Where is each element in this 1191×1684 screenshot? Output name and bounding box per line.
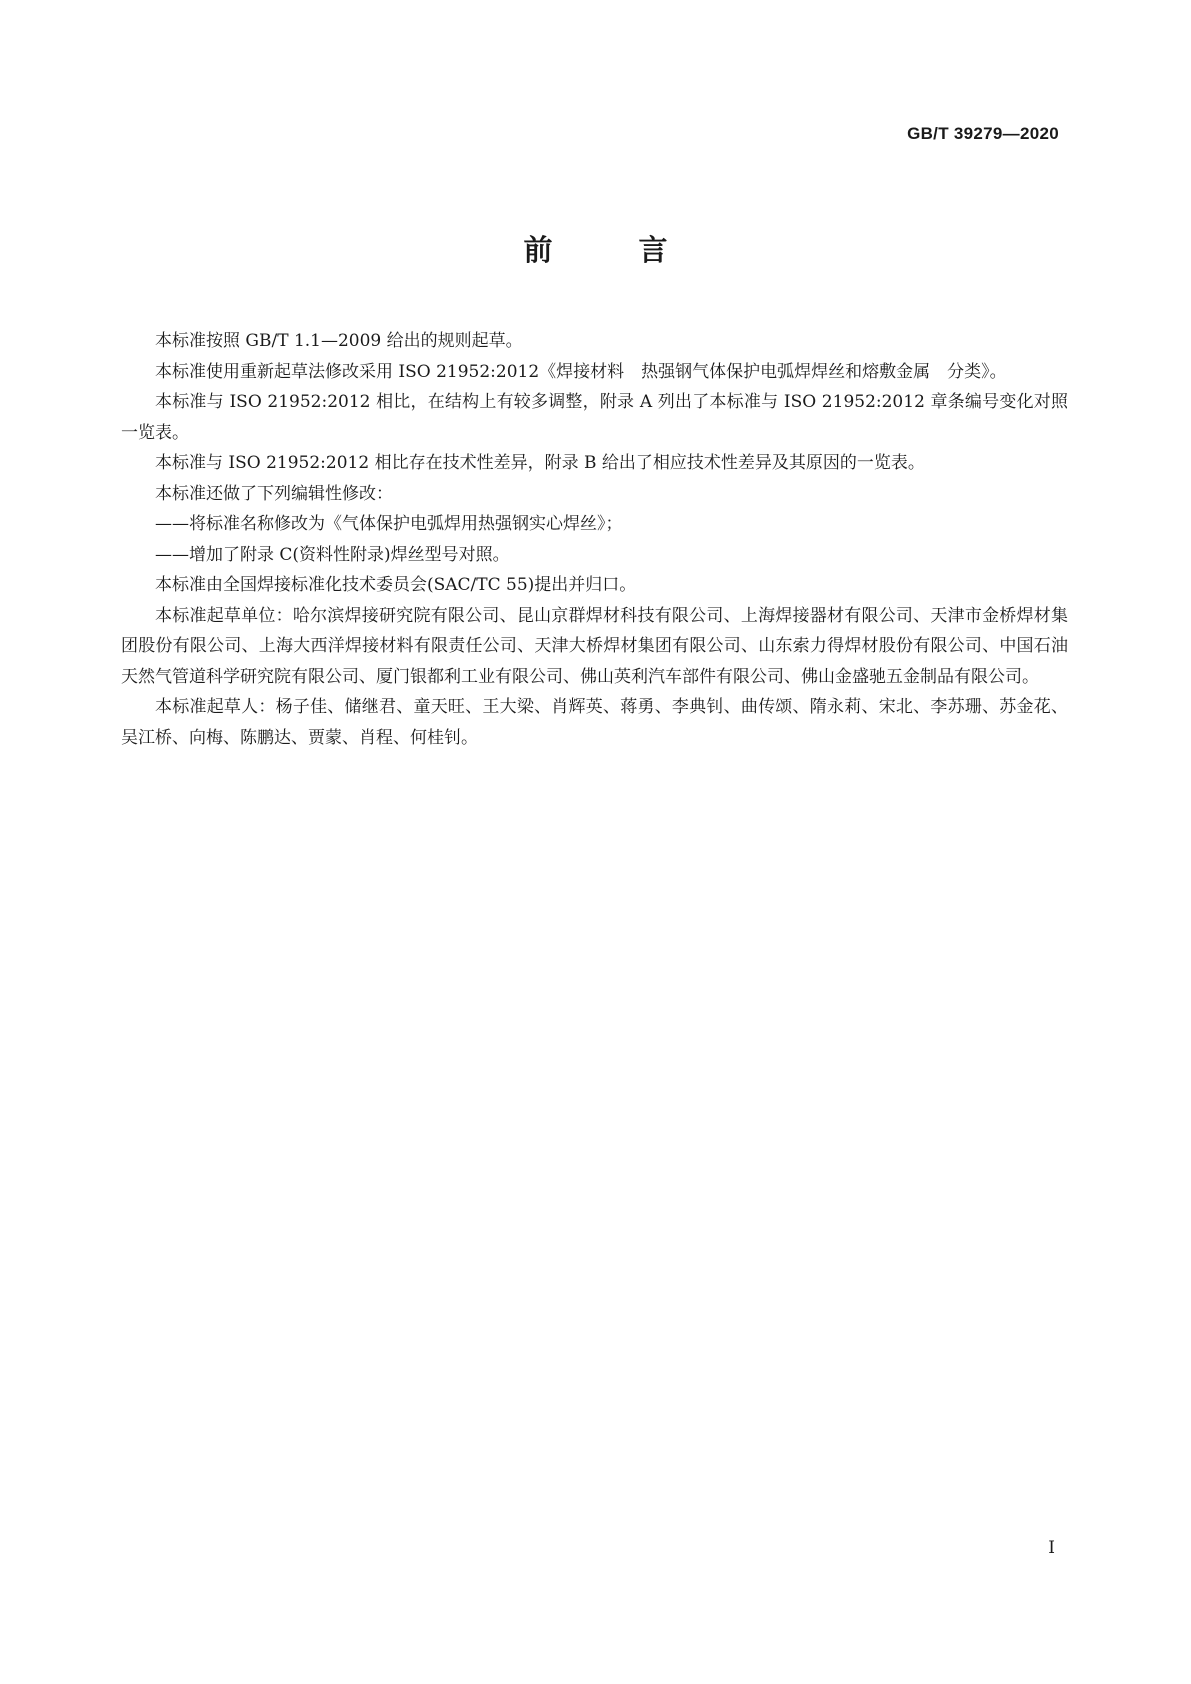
paragraph-drafters: 本标准起草人：杨子佳、储继君、童天旺、王大梁、肖辉英、蒋勇、李典钊、曲传颂、隋永莉、宋北、李苏珊、苏金花、吴江桥、向梅、陈鹏达、贾蒙、肖程、何桂钊。 bbox=[121, 697, 1068, 748]
standard-code: GB/T 39279—2020 bbox=[907, 124, 1059, 143]
page-number: I bbox=[1048, 1538, 1055, 1558]
paragraph-drafting-rules: 本标准按照 GB/T 1.1—2009 给出的规则起草。 bbox=[155, 331, 523, 351]
paragraph-editorial-intro: 本标准还做了下列编辑性修改： bbox=[155, 483, 393, 504]
list-item-annex-c: ——增加了附录 C(资料性附录)焊丝型号对照。 bbox=[155, 544, 510, 565]
foreword-body bbox=[121, 326, 1068, 753]
list-item-rename: ——将标准名称修改为《气体保护电弧焊用热强钢实心焊丝》； bbox=[155, 514, 623, 534]
paragraph-structure-changes: 本标准与 ISO 21952:2012 相比，在结构上有较多调整，附录 A 列出了本标准与 ISO 21952:2012 章条编号变化对照一览表。 bbox=[121, 392, 1068, 443]
paragraph-technical-differences: 本标准与 ISO 21952:2012 相比存在技术性差异，附录 B 给出了相应技术性差异及其原因的一览表。 bbox=[155, 453, 925, 473]
paragraph-committee: 本标准由全国焊接标准化技术委员会(SAC/TC 55)提出并归口。 bbox=[155, 575, 637, 595]
page-title: 前 言 bbox=[523, 233, 706, 267]
paragraph-drafting-units: 本标准起草单位：哈尔滨焊接研究院有限公司、昆山京群焊材科技有限公司、上海焊接器材有限公司、天津市金桥焊材集团股份有限公司、上海大西洋焊接材料有限责任公司、天津大桥焊材集团有限公司、山东索力得焊材股份有限公司、中国石油天然气管道科学研究院有限公司、厦门银都利工业有限公司、佛山英利汽车部件有限公司、佛山金盛驰五金制品有限公司。 bbox=[121, 605, 1068, 687]
paragraph-adoption: 本标准使用重新起草法修改采用 ISO 21952:2012《焊接材料 热强钢气体保护电弧焊焊丝和熔敷金属 分类》。 bbox=[155, 361, 1007, 382]
